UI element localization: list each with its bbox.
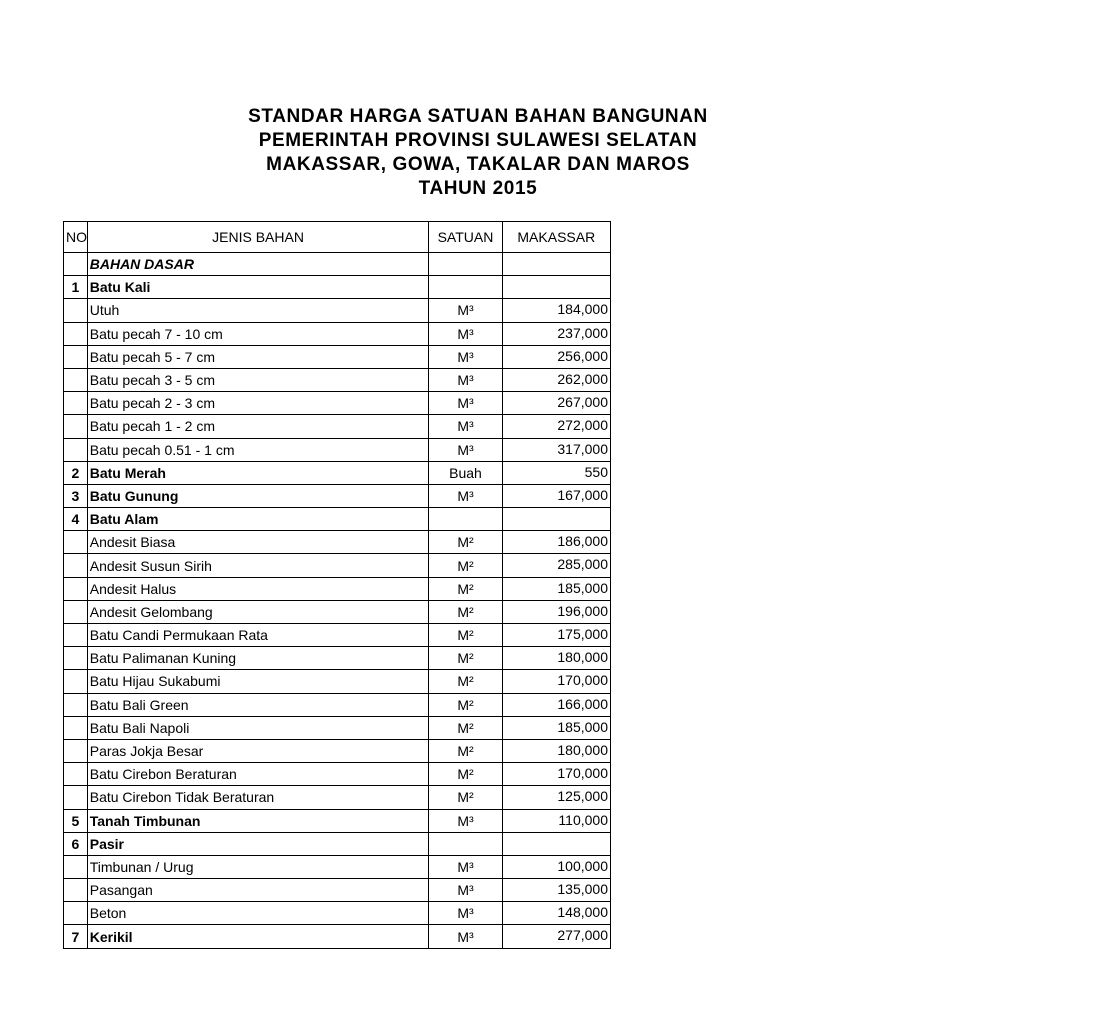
unit-cell: M² bbox=[429, 531, 502, 554]
header-satuan: SATUAN bbox=[429, 222, 502, 253]
price-cell: 125,000 bbox=[502, 786, 610, 809]
unit-cell bbox=[429, 508, 502, 531]
price-cell: 170,000 bbox=[502, 763, 610, 786]
price-cell: 148,000 bbox=[502, 902, 610, 925]
row-number-cell: 3 bbox=[64, 484, 88, 507]
unit-cell: M² bbox=[429, 600, 502, 623]
row-number-cell: 1 bbox=[64, 276, 88, 299]
table-row bbox=[64, 253, 611, 276]
price-cell: 135,000 bbox=[502, 879, 610, 902]
price-cell: 196,000 bbox=[502, 600, 610, 623]
material-name-cell: Batu pecah 0.51 - 1 cm bbox=[87, 438, 429, 461]
row-number-cell bbox=[64, 253, 88, 276]
material-name-cell: Andesit Biasa bbox=[87, 531, 429, 554]
price-cell: 185,000 bbox=[502, 577, 610, 600]
unit-cell: M² bbox=[429, 577, 502, 600]
table-row bbox=[64, 809, 611, 832]
unit-cell: M² bbox=[429, 763, 502, 786]
table-row bbox=[64, 693, 611, 716]
title-line-4: TAHUN 2015 bbox=[418, 178, 538, 199]
table-row bbox=[64, 879, 611, 902]
unit-cell: M³ bbox=[429, 299, 502, 322]
table-row bbox=[64, 647, 611, 670]
price-cell: 186,000 bbox=[502, 531, 610, 554]
table-row bbox=[64, 716, 611, 739]
price-cell: 100,000 bbox=[502, 855, 610, 878]
table-row bbox=[64, 600, 611, 623]
row-number-cell: 2 bbox=[64, 461, 88, 484]
price-cell bbox=[502, 508, 610, 531]
price-cell: 175,000 bbox=[502, 624, 610, 647]
price-cell bbox=[502, 276, 610, 299]
material-name-cell: Batu Gunung bbox=[87, 484, 429, 507]
price-cell: 166,000 bbox=[502, 693, 610, 716]
unit-cell bbox=[429, 276, 502, 299]
material-name-cell: BAHAN DASAR bbox=[87, 253, 429, 276]
unit-cell: M³ bbox=[429, 855, 502, 878]
unit-cell: M² bbox=[429, 554, 502, 577]
unit-cell: M² bbox=[429, 739, 502, 762]
row-number-cell bbox=[64, 693, 88, 716]
row-number-cell bbox=[64, 600, 88, 623]
row-number-cell bbox=[64, 345, 88, 368]
material-name-cell: Timbunan / Urug bbox=[87, 855, 429, 878]
unit-cell: M² bbox=[429, 647, 502, 670]
unit-cell: M² bbox=[429, 624, 502, 647]
unit-cell: M³ bbox=[429, 484, 502, 507]
row-number-cell bbox=[64, 739, 88, 762]
row-number-cell bbox=[64, 786, 88, 809]
unit-cell: M³ bbox=[429, 368, 502, 391]
table-row bbox=[64, 276, 611, 299]
price-cell: 110,000 bbox=[502, 809, 610, 832]
table-row bbox=[64, 415, 611, 438]
price-cell: 185,000 bbox=[502, 716, 610, 739]
price-cell: 277,000 bbox=[502, 925, 610, 948]
row-number-cell bbox=[64, 577, 88, 600]
table-row bbox=[64, 484, 611, 507]
material-name-cell: Kerikil bbox=[87, 925, 429, 948]
table-row bbox=[64, 554, 611, 577]
material-name-cell: Batu pecah 5 - 7 cm bbox=[87, 345, 429, 368]
material-name-cell: Batu Alam bbox=[87, 508, 429, 531]
unit-cell: M³ bbox=[429, 902, 502, 925]
material-name-cell: Andesit Gelombang bbox=[87, 600, 429, 623]
header-makassar: MAKASSAR bbox=[502, 222, 610, 253]
price-cell bbox=[502, 253, 610, 276]
table-row bbox=[64, 624, 611, 647]
table-body bbox=[64, 253, 611, 949]
row-number-cell bbox=[64, 879, 88, 902]
row-number-cell: 4 bbox=[64, 508, 88, 531]
row-number-cell bbox=[64, 763, 88, 786]
price-cell: 167,000 bbox=[502, 484, 610, 507]
unit-cell bbox=[429, 832, 502, 855]
table-row bbox=[64, 902, 611, 925]
price-cell: 237,000 bbox=[502, 322, 610, 345]
title-line-2: PEMERINTAH PROVINSI SULAWESI SELATAN bbox=[258, 130, 698, 151]
price-cell: 180,000 bbox=[502, 739, 610, 762]
unit-cell: M² bbox=[429, 670, 502, 693]
material-name-cell: Paras Jokja Besar bbox=[87, 739, 429, 762]
row-number-cell bbox=[64, 647, 88, 670]
material-name-cell: Batu pecah 3 - 5 cm bbox=[87, 368, 429, 391]
table-row bbox=[64, 763, 611, 786]
price-cell: 550 bbox=[502, 461, 610, 484]
table-row bbox=[64, 739, 611, 762]
row-number-cell bbox=[64, 299, 88, 322]
price-cell: 180,000 bbox=[502, 647, 610, 670]
table-row bbox=[64, 670, 611, 693]
title-line-3: MAKASSAR, GOWA, TAKALAR DAN MAROS bbox=[266, 154, 690, 175]
table-row bbox=[64, 508, 611, 531]
table-row bbox=[64, 461, 611, 484]
unit-cell: M³ bbox=[429, 879, 502, 902]
title-line-1: STANDAR HARGA SATUAN BAHAN BANGUNAN bbox=[248, 106, 708, 127]
table-row bbox=[64, 368, 611, 391]
table-row bbox=[64, 531, 611, 554]
row-number-cell bbox=[64, 438, 88, 461]
row-number-cell: 6 bbox=[64, 832, 88, 855]
table-row bbox=[64, 299, 611, 322]
table-row bbox=[64, 832, 611, 855]
table-row bbox=[64, 345, 611, 368]
material-name-cell: Batu Kali bbox=[87, 276, 429, 299]
material-name-cell: Batu Cirebon Tidak Beraturan bbox=[87, 786, 429, 809]
material-name-cell: Utuh bbox=[87, 299, 429, 322]
price-cell bbox=[502, 832, 610, 855]
table-row bbox=[64, 925, 611, 948]
material-name-cell: Batu pecah 7 - 10 cm bbox=[87, 322, 429, 345]
header-no: NO bbox=[64, 222, 88, 253]
row-number-cell bbox=[64, 855, 88, 878]
material-name-cell: Batu Cirebon Beraturan bbox=[87, 763, 429, 786]
row-number-cell bbox=[64, 322, 88, 345]
material-name-cell: Batu Bali Napoli bbox=[87, 716, 429, 739]
unit-cell: M³ bbox=[429, 415, 502, 438]
row-number-cell bbox=[64, 624, 88, 647]
material-name-cell: Batu pecah 1 - 2 cm bbox=[87, 415, 429, 438]
table-row bbox=[64, 392, 611, 415]
row-number-cell bbox=[64, 368, 88, 391]
row-number-cell bbox=[64, 554, 88, 577]
unit-cell: M³ bbox=[429, 322, 502, 345]
unit-cell: M³ bbox=[429, 392, 502, 415]
material-name-cell: Beton bbox=[87, 902, 429, 925]
material-name-cell: Batu Candi Permukaan Rata bbox=[87, 624, 429, 647]
unit-cell: M² bbox=[429, 693, 502, 716]
unit-cell: Buah bbox=[429, 461, 502, 484]
unit-cell: M³ bbox=[429, 438, 502, 461]
material-name-cell: Pasir bbox=[87, 832, 429, 855]
price-cell: 184,000 bbox=[502, 299, 610, 322]
row-number-cell bbox=[64, 670, 88, 693]
material-name-cell: Andesit Halus bbox=[87, 577, 429, 600]
price-cell: 285,000 bbox=[502, 554, 610, 577]
unit-cell: M² bbox=[429, 786, 502, 809]
material-name-cell: Tanah Timbunan bbox=[87, 809, 429, 832]
row-number-cell bbox=[64, 531, 88, 554]
table-row bbox=[64, 438, 611, 461]
unit-cell bbox=[429, 253, 502, 276]
price-cell: 256,000 bbox=[502, 345, 610, 368]
material-name-cell: Andesit Susun Sirih bbox=[87, 554, 429, 577]
price-cell: 262,000 bbox=[502, 368, 610, 391]
row-number-cell bbox=[64, 415, 88, 438]
price-cell: 272,000 bbox=[502, 415, 610, 438]
table-row bbox=[64, 577, 611, 600]
material-name-cell: Batu Bali Green bbox=[87, 693, 429, 716]
row-number-cell bbox=[64, 902, 88, 925]
unit-cell: M² bbox=[429, 716, 502, 739]
row-number-cell bbox=[64, 716, 88, 739]
table-row bbox=[64, 786, 611, 809]
unit-cell: M³ bbox=[429, 809, 502, 832]
material-name-cell: Batu Palimanan Kuning bbox=[87, 647, 429, 670]
material-name-cell: Pasangan bbox=[87, 879, 429, 902]
price-cell: 170,000 bbox=[502, 670, 610, 693]
row-number-cell: 5 bbox=[64, 809, 88, 832]
unit-cell: M³ bbox=[429, 925, 502, 948]
material-name-cell: Batu Hijau Sukabumi bbox=[87, 670, 429, 693]
table-row bbox=[64, 855, 611, 878]
table-header-row bbox=[64, 222, 611, 253]
price-cell: 317,000 bbox=[502, 438, 610, 461]
material-name-cell: Batu Merah bbox=[87, 461, 429, 484]
price-table bbox=[63, 221, 611, 949]
row-number-cell bbox=[64, 392, 88, 415]
material-name-cell: Batu pecah 2 - 3 cm bbox=[87, 392, 429, 415]
row-number-cell: 7 bbox=[64, 925, 88, 948]
document-title bbox=[0, 105, 1100, 201]
header-jenis-bahan: JENIS BAHAN bbox=[87, 222, 429, 253]
price-cell: 267,000 bbox=[502, 392, 610, 415]
table-row bbox=[64, 322, 611, 345]
unit-cell: M³ bbox=[429, 345, 502, 368]
